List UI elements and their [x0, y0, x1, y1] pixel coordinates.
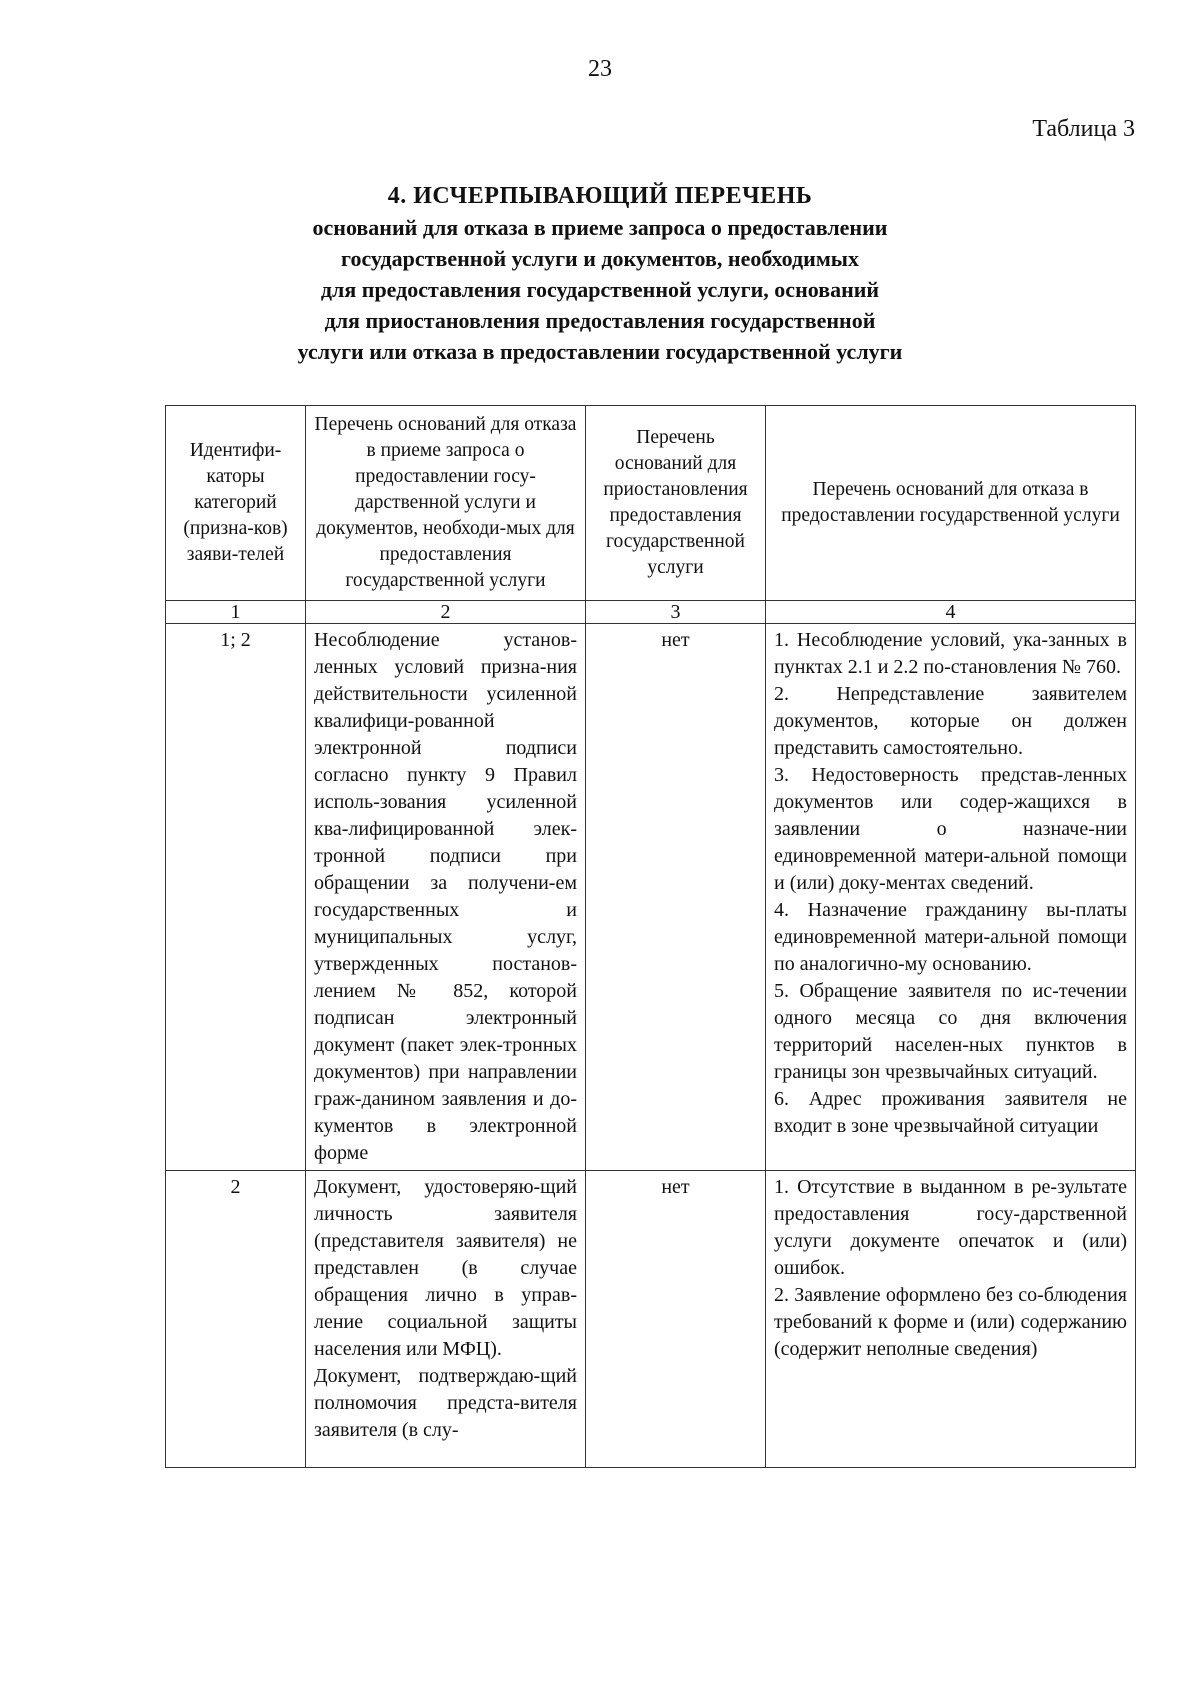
- table-label: Таблица 3: [1032, 116, 1135, 142]
- refusal-reception-cell: [306, 1171, 586, 1468]
- paragraph: 2. Непредставление заявителем документов, которые он должен представить самостоятельно.: [774, 683, 1127, 759]
- column-number: 2: [306, 601, 586, 624]
- paragraph: 6. Адрес проживания заявителя не входит в зоне чрезвычайной ситуации: [774, 1088, 1127, 1137]
- table-row: [166, 624, 1136, 1171]
- header-refusal-reception: Перечень оснований для отказа в приеме запроса о предоставлении госу-дарственной услуги и документов, необходи-мых для предоставления государственной услуги: [306, 406, 586, 601]
- grounds-table: [165, 405, 1136, 1468]
- row-id: 2: [166, 1171, 306, 1468]
- header-refusal-provision: Перечень оснований для отказа в предоставлении государственной услуги: [766, 406, 1136, 601]
- column-number: 1: [166, 601, 306, 624]
- paragraph: Документ, подтверждаю-щий полномочия предста-вителя заявителя (в слу-: [314, 1365, 577, 1441]
- column-number: 3: [586, 601, 766, 624]
- title-line: услуги или отказа в предоставлении государственной услуги: [297, 339, 903, 364]
- paragraph: 5. Обращение заявителя по ис-течении одного месяца со дня включения территорий населен-ных пунктов в границы зон чрезвычайных ситуаций.: [774, 980, 1127, 1083]
- suspension-cell: нет: [586, 1171, 766, 1468]
- paragraph: 4. Назначение гражданину вы-платы единовременной матери-альной помощи по аналогично-му основанию.: [774, 899, 1127, 975]
- refusal-provision-cell: [766, 1171, 1136, 1468]
- paragraph: 1. Отсутствие в выданном в ре-зультате предоставления госу-дарственной услуги документе опечаток и (или) ошибок.: [774, 1176, 1127, 1279]
- refusal-provision-cell: [766, 624, 1136, 1171]
- header-applicant-categories: Идентифи-каторы категорий (призна-ков) заяви-телей: [166, 406, 306, 601]
- page-number: 23: [588, 56, 612, 82]
- paragraph: 3. Недостоверность представ-ленных документов или содер-жащихся в заявлении о назначе-нии единовременной матери-альной помощи и (или) доку-ментах сведений.: [774, 764, 1127, 894]
- title-block: [130, 180, 1070, 367]
- table-row: [166, 1171, 1136, 1468]
- table-header-row: [166, 406, 1136, 601]
- cell-content: [314, 1174, 577, 1464]
- title-line: для предоставления государственной услуги, оснований: [320, 277, 880, 302]
- paragraph: Документ, удостоверяю-щий личность заявителя (представителя заявителя) не представлен (в случае обращения лично в управ-ление социальной защиты населения или МФЦ).: [314, 1176, 577, 1360]
- title-line: государственной услуги и документов, необходимых: [341, 246, 859, 271]
- row-id: 1; 2: [166, 624, 306, 1171]
- title-line: для приостановления предоставления государственной: [324, 308, 876, 333]
- column-number-row: [166, 601, 1136, 624]
- paragraph: 2. Заявление оформлено без со-блюдения требований к форме и (или) содержанию (содержит неполные сведения): [774, 1284, 1127, 1360]
- refusal-reception-cell: [306, 624, 586, 1171]
- suspension-cell: нет: [586, 624, 766, 1171]
- header-suspension: Перечень оснований для приостановления предоставления государственной услуги: [586, 406, 766, 601]
- paragraph: 1. Несоблюдение условий, ука-занных в пунктах 2.1 и 2.2 по-становления № 760.: [774, 629, 1127, 678]
- title-line: оснований для отказа в приеме запроса о предоставлении: [312, 215, 888, 240]
- title-main: 4. ИСЧЕРПЫВАЮЩИЙ ПЕРЕЧЕНЬ: [387, 183, 813, 209]
- column-number: 4: [766, 601, 1136, 624]
- paragraph: Несоблюдение установ-ленных условий призна-ния действительности усиленной квалифици-рованной электронной подписи согласно пункту 9 Правил исполь-зования усиленной ква-лифицированной элек-тронной подписи при обращении за получени-ем государственных и муниципальных услуг, утвержденных постанов-лением № 852, которой подписан электронный документ (пакет элек-тронных документов) при направлении граж-данином заявления и до-кументов в электронной форме: [314, 629, 577, 1164]
